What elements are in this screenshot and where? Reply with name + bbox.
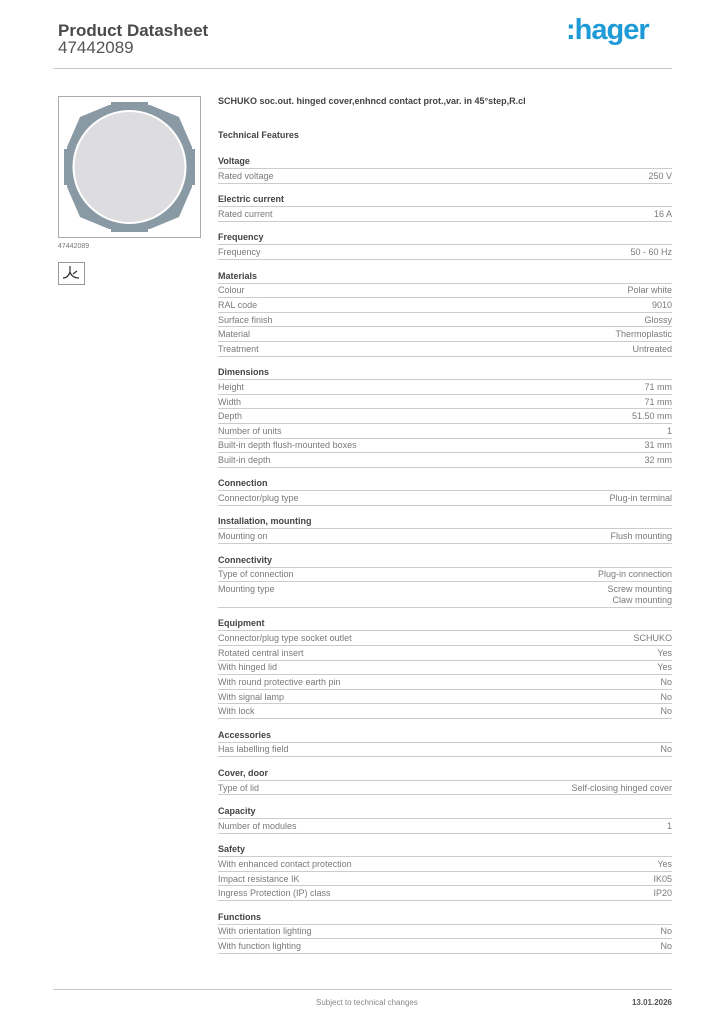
spec-value: SCHUKO [633,633,672,644]
spec-row [218,631,672,646]
section-heading: Accessories [218,728,672,743]
spec-value: 250 V [648,170,672,181]
spec-section [218,514,672,544]
spec-value: Thermoplastic [615,329,672,340]
spec-section [218,804,672,834]
section-heading: Cover, door [218,766,672,781]
spec-row [218,491,672,506]
spec-label: Number of modules [218,820,297,831]
spec-value: Glossy [644,314,672,325]
spec-label: Mounting type [218,584,275,595]
spec-value: 51.50 mm [631,411,672,422]
page-title: Product Datasheet [58,21,209,40]
spec-section [218,728,672,758]
spec-value: 1 [666,820,672,831]
spec-section [218,365,672,468]
spec-label: Built-in depth [218,454,271,465]
spec-row [218,819,672,834]
spec-value: No [660,691,672,702]
flush-mounting-symbol-icon [58,262,85,285]
spec-label: Colour [218,285,245,296]
spec-section [218,910,672,954]
section-heading: Materials [218,269,672,284]
spec-label: With orientation lighting [218,926,312,937]
section-heading: Functions [218,910,672,925]
spec-value: 71 mm [644,381,672,392]
spec-value: 1 [666,425,672,436]
technical-features-heading: Technical Features [218,130,299,140]
spec-value: Polar white [627,285,672,296]
section-heading: Electric current [218,192,672,207]
spec-label: Type of lid [218,782,260,793]
section-heading: Installation, mounting [218,514,672,529]
spec-value: 32 mm [644,454,672,465]
spec-label: Material [218,329,251,340]
spec-value: Self-closing hinged cover [571,782,672,793]
spec-value: No [660,677,672,688]
spec-label: Frequency [218,247,261,258]
spec-section [218,192,672,222]
spec-row [218,568,672,583]
spec-label: Impact resistance IK [218,873,300,884]
spec-table [218,154,672,962]
spec-value: 31 mm [644,440,672,451]
spec-row [218,284,672,299]
spec-section [218,269,672,357]
section-heading: Capacity [218,804,672,819]
spec-row [218,453,672,468]
spec-label: Rated voltage [218,170,274,181]
hager-logo: :hager [566,14,649,46]
spec-section [218,553,672,608]
spec-label: Rated current [218,208,273,219]
section-heading: Connectivity [218,553,672,568]
spec-label: With signal lamp [218,691,285,702]
spec-section [218,766,672,796]
spec-label: With enhanced contact protection [218,858,352,869]
spec-section [218,476,672,506]
spec-value: No [660,744,672,755]
spec-row [218,704,672,719]
spec-value: Untreated [632,343,672,354]
spec-row [218,169,672,184]
section-heading: Voltage [218,154,672,169]
spec-label: With hinged lid [218,662,278,673]
spec-label: With lock [218,706,255,717]
spec-row [218,395,672,410]
spec-label: Rotated central insert [218,647,304,658]
spec-label: Number of units [218,425,282,436]
spec-row [218,439,672,454]
spec-row [218,939,672,954]
product-name: SCHUKO soc.out. hinged cover,enhncd contact prot.,var. in 45°step,R.cl [218,96,526,106]
footer-note: Subject to technical changes [316,998,418,1007]
spec-row [218,327,672,342]
spec-label: Type of connection [218,569,294,580]
spec-value: 16 A [653,208,672,219]
spec-label: Ingress Protection (IP) class [218,888,331,899]
spec-value: IP20 [653,888,672,899]
spec-value: 9010 [651,299,672,310]
spec-value: Yes [657,647,672,658]
spec-value: 50 - 60 Hz [630,247,672,258]
spec-row [218,582,672,608]
spec-value: IK05 [653,873,672,884]
spec-label: Depth [218,411,243,422]
spec-row [218,342,672,357]
spec-section [218,230,672,260]
spec-value: Yes [657,662,672,673]
product-image [58,96,201,238]
spec-row [218,313,672,328]
spec-row [218,690,672,705]
spec-value: Plug-in connection [597,569,672,580]
spec-label: RAL code [218,299,258,310]
spec-section [218,616,672,719]
spec-row [218,380,672,395]
spec-row [218,207,672,222]
spec-row [218,857,672,872]
section-heading: Connection [218,476,672,491]
spec-value: Flush mounting [610,531,672,542]
spec-label: With function lighting [218,940,302,951]
section-heading: Dimensions [218,365,672,380]
spec-section [218,154,672,184]
spec-label: Width [218,396,242,407]
spec-label: With round protective earth pin [218,677,341,688]
product-number: 47442089 [58,38,134,57]
spec-row [218,646,672,661]
spec-row [218,886,672,901]
spec-value: No [660,940,672,951]
section-heading: Safety [218,842,672,857]
spec-row [218,925,672,940]
spec-value: No [660,926,672,937]
spec-label: Has labelling field [218,744,289,755]
spec-label: Mounting on [218,531,268,542]
section-heading: Equipment [218,616,672,631]
spec-row [218,743,672,758]
spec-label: Treatment [218,343,259,354]
spec-row [218,781,672,796]
spec-row [218,245,672,260]
spec-value: Plug-in terminal [609,493,672,504]
spec-value: Yes [657,858,672,869]
socket-frame-illustration [59,97,200,237]
spec-row [218,675,672,690]
spec-row [218,872,672,887]
spec-row [218,661,672,676]
spec-label: Height [218,381,245,392]
footer-divider [53,989,672,990]
spec-label: Built-in depth flush-mounted boxes [218,440,357,451]
image-caption: 47442089 [58,243,90,250]
spec-label: Connector/plug type [218,493,299,504]
spec-row [218,298,672,313]
spec-value: Screw mounting Claw mounting [607,584,672,606]
spec-row [218,409,672,424]
footer-date: 13.01.2026 [631,998,672,1007]
spec-row [218,424,672,439]
spec-label: Surface finish [218,314,273,325]
header-divider [53,68,672,69]
spec-value: 71 mm [644,396,672,407]
spec-row [218,529,672,544]
section-heading: Frequency [218,230,672,245]
spec-section [218,842,672,901]
spec-label: Connector/plug type socket outlet [218,633,352,644]
spec-value: No [660,706,672,717]
